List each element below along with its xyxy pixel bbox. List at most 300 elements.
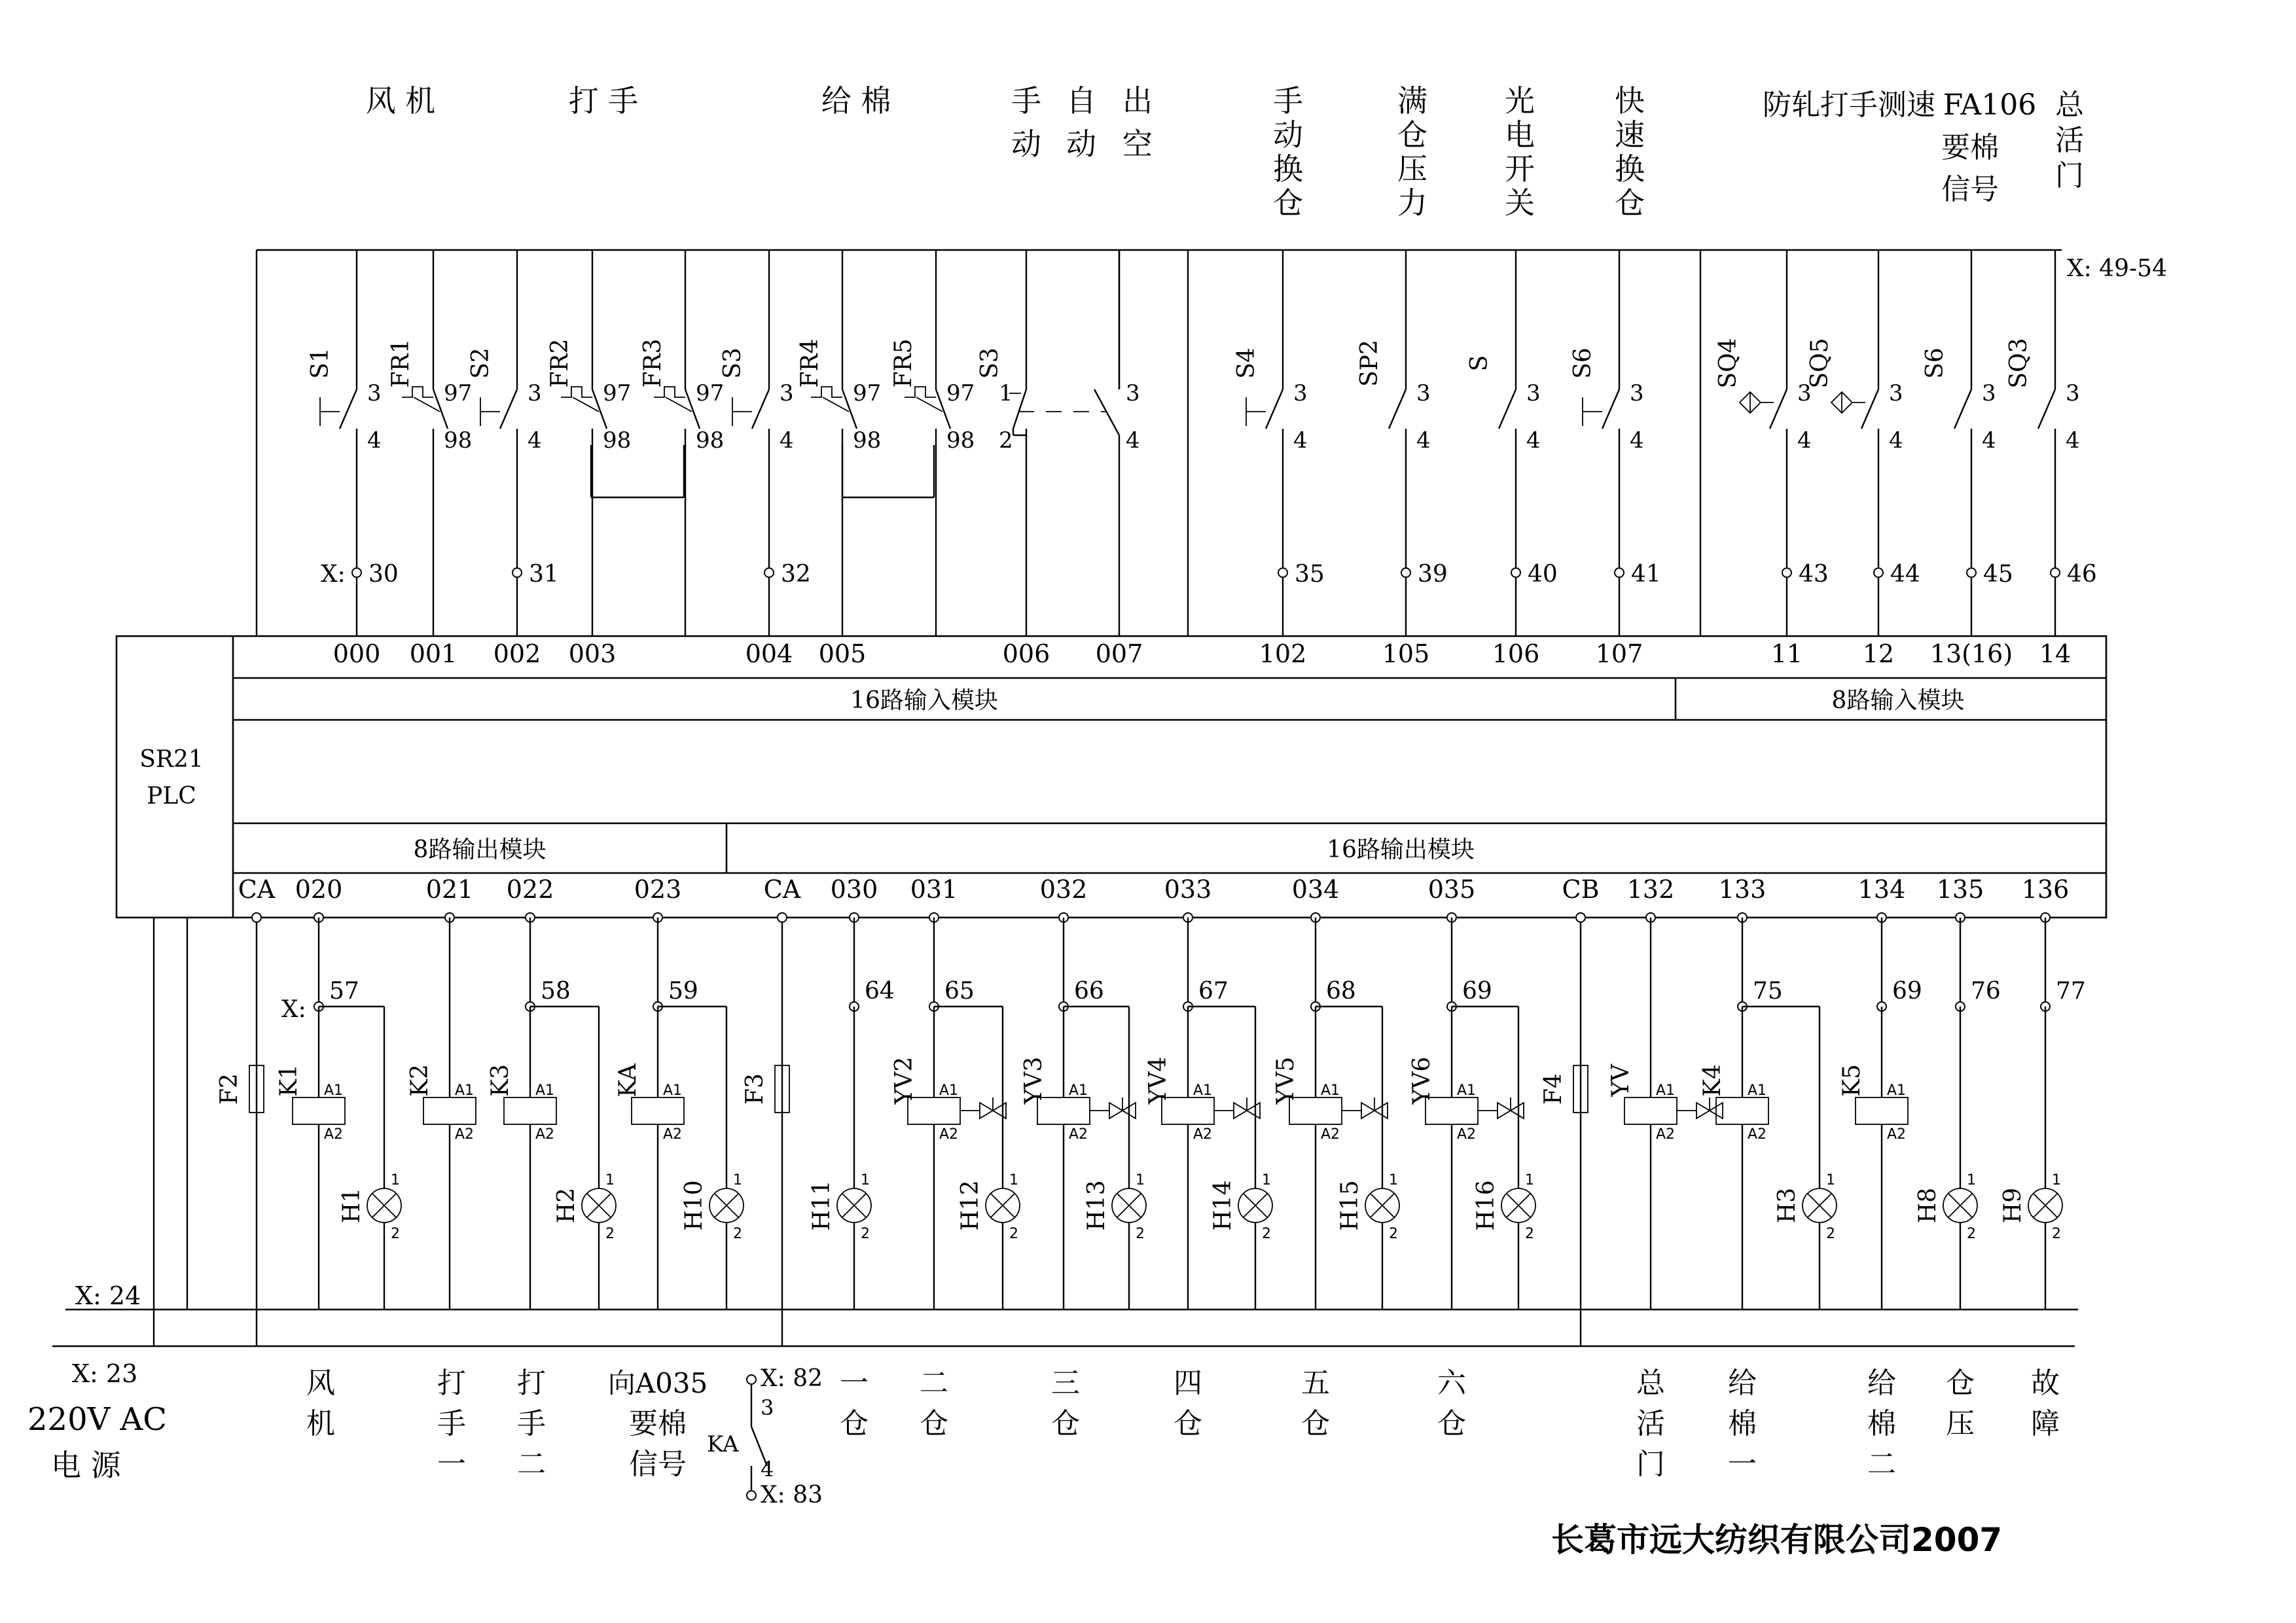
x-terminal	[2051, 568, 2060, 577]
pin-label: 3	[1797, 380, 1812, 406]
device-name: S6	[1922, 348, 1948, 379]
top-heading: 开	[1505, 151, 1535, 187]
pin-label: 3	[1416, 380, 1431, 406]
wire	[573, 397, 599, 412]
input-circuits	[307, 250, 2097, 668]
bus-wiring	[52, 250, 2078, 1346]
coil-pin: A2	[1069, 1126, 1088, 1143]
terminal-number: 46	[2067, 561, 2097, 588]
valve-symbol	[1696, 1097, 1723, 1118]
wire	[1094, 389, 1119, 435]
terminal-number: 77	[2056, 978, 2086, 1005]
top-heading: 防轧打手测速	[1763, 88, 1935, 122]
device-name: SQ4	[1715, 338, 1742, 389]
top-heading: 关	[1505, 185, 1535, 221]
terminal-number: 39	[1418, 561, 1448, 588]
bottom-label: 棉	[1867, 1407, 1896, 1440]
x-terminal	[1278, 568, 1287, 577]
output-address: 136	[2021, 875, 2070, 904]
input-sq4	[1715, 250, 1829, 668]
pin-label: 4	[780, 427, 794, 454]
coil-pin: A1	[1887, 1082, 1907, 1099]
output-k4	[1699, 918, 1837, 1310]
pin-label: 3	[2066, 380, 2080, 406]
pin-label: 4	[1797, 427, 1812, 454]
top-heading: 出	[1122, 83, 1153, 118]
pin-label: 98	[603, 427, 632, 454]
lamp-name: H9	[2000, 1187, 2026, 1224]
lamp-name: H11	[808, 1180, 835, 1231]
coil-pin: A2	[1457, 1126, 1477, 1143]
proximity-sensor-symbol	[1831, 392, 1865, 413]
pin-label: 4	[1889, 427, 1903, 454]
output-terminal	[778, 913, 787, 922]
wire	[340, 389, 357, 429]
bottom-label: 一	[437, 1448, 466, 1481]
output-h8	[1914, 918, 2001, 1310]
input-fr2	[547, 250, 631, 668]
relay-coil	[504, 1097, 556, 1124]
coil-name: YV4	[1145, 1056, 1172, 1105]
terminal-number: 30	[368, 561, 399, 588]
ka-top-terminal: X: 82	[761, 1365, 823, 1392]
relay-coil	[632, 1097, 684, 1124]
coil-pin: A1	[663, 1082, 683, 1099]
pin-label: 3	[1630, 380, 1644, 406]
bottom-label: 一	[840, 1366, 869, 1400]
output-address: 020	[295, 875, 343, 904]
relay-coil	[1716, 1097, 1768, 1124]
device-name: FR5	[890, 338, 917, 388]
output-address: 030	[830, 875, 878, 904]
lamp-pin: 2	[1389, 1226, 1398, 1242]
output-address: 032	[1039, 875, 1088, 904]
top-heading: 自	[1066, 83, 1096, 118]
input-s6	[1570, 250, 1661, 668]
coil-name: YV	[1607, 1064, 1634, 1097]
lamp-pin: 1	[1136, 1172, 1145, 1188]
top-heading: 要棉	[1941, 131, 1999, 164]
bottom-label: 一	[1728, 1448, 1757, 1481]
terminal-number: 68	[1326, 978, 1356, 1005]
top-heading: 风 机	[365, 83, 436, 118]
coil-pin: A2	[1887, 1126, 1907, 1143]
coil-pin: A2	[939, 1126, 959, 1143]
output-address: 021	[425, 875, 474, 904]
top-heading: 总	[2055, 88, 2084, 122]
top-headings	[366, 83, 2167, 282]
terminal-number: 44	[1890, 561, 1920, 588]
top-heading: 动	[1273, 117, 1303, 152]
coil-name: YV2	[891, 1056, 918, 1105]
output-address: 022	[506, 875, 554, 904]
wire	[1499, 389, 1516, 429]
lamp-name: H1	[338, 1187, 365, 1224]
lamp-pin: 2	[733, 1226, 742, 1242]
input-s6	[1922, 250, 2013, 668]
ka-device-name: KA	[707, 1431, 739, 1457]
x-prefix: X:	[281, 996, 306, 1023]
output-address: 135	[1936, 875, 1984, 904]
bottom-label: 仓	[1437, 1407, 1466, 1440]
input-fr3	[639, 250, 724, 636]
pin-label: 4	[528, 427, 542, 454]
bottom-label: 手	[517, 1407, 546, 1440]
coil-name: K5	[1839, 1064, 1865, 1097]
bottom-label: 四	[1174, 1366, 1202, 1400]
fuse-name: F3	[742, 1073, 768, 1105]
coil-name: YV3	[1020, 1056, 1047, 1105]
device-name: S2	[467, 348, 494, 379]
pin-label: 3	[1293, 380, 1308, 406]
pin-label: 4	[1416, 427, 1431, 454]
x-terminal	[1401, 568, 1410, 577]
output-address: 035	[1427, 875, 1476, 904]
top-heading: 打 手	[568, 83, 639, 118]
top-heading: 仓	[1273, 185, 1303, 221]
bottom-label: 信号	[629, 1448, 687, 1481]
pin-label: 1	[999, 380, 1013, 406]
proximity-sensor-symbol	[1740, 392, 1774, 413]
coil-pin: A1	[1193, 1082, 1213, 1099]
coil-pin: A2	[1656, 1126, 1676, 1143]
solenoid-coil	[1624, 1097, 1677, 1124]
lamp-pin: 1	[733, 1172, 742, 1188]
bottom-label: 障	[2031, 1407, 2060, 1440]
device-name: SQ5	[1806, 338, 1833, 389]
valve-symbol	[1361, 1097, 1388, 1118]
device-name: S3	[977, 348, 1003, 379]
top-heading: 满	[1397, 83, 1427, 118]
output-address: 023	[634, 875, 682, 904]
plc-label-line2: PLC	[147, 783, 196, 810]
top-heading: 电	[1505, 117, 1535, 152]
lamp-pin: 1	[1967, 1172, 1976, 1188]
coil-pin: A1	[1321, 1082, 1340, 1099]
x24-label: X: 24	[75, 1281, 141, 1310]
x-prefix: X:	[321, 561, 346, 588]
top-heading: 压	[1397, 151, 1427, 187]
terminal-block-label: X: 49-54	[2067, 255, 2167, 282]
device-name: S6	[1570, 348, 1596, 379]
pin-label: 2	[999, 427, 1013, 454]
input-address: 12	[1862, 639, 1895, 668]
coil-name: K2	[406, 1064, 433, 1097]
coil-pin: A1	[939, 1082, 959, 1099]
wire	[916, 397, 942, 412]
valve-symbol	[1109, 1097, 1136, 1118]
coil-name: K4	[1699, 1064, 1726, 1097]
pin-label: 3	[761, 1395, 774, 1420]
terminal-number: 32	[781, 561, 811, 588]
lamp-pin: 2	[1525, 1226, 1534, 1242]
input-module-8-label: 8路输入模块	[1831, 687, 1965, 714]
bottom-label: 打	[517, 1366, 546, 1400]
device-name: FR3	[639, 338, 666, 388]
lamp-name: H12	[957, 1180, 984, 1231]
coil-pin: A1	[535, 1082, 555, 1099]
bottom-label: 手	[437, 1407, 466, 1440]
coil-pin: A2	[1193, 1126, 1213, 1143]
device-name: FR2	[547, 338, 573, 388]
coil-pin: A2	[1748, 1126, 1767, 1143]
lamp-pin: 2	[391, 1226, 400, 1242]
terminal-number: 65	[944, 978, 975, 1005]
input-sq5	[1806, 250, 1920, 668]
valve-symbol	[1498, 1097, 1524, 1118]
source-label: 电 源	[51, 1448, 121, 1483]
lamp-pin: 2	[2052, 1226, 2061, 1242]
input-address: 13(16)	[1929, 639, 2013, 668]
input-address: 006	[1002, 639, 1050, 668]
output-yv5	[1272, 918, 1399, 1310]
bottom-label: 打	[437, 1366, 466, 1400]
lamp-pin: 1	[1009, 1172, 1018, 1188]
top-heading: 信号	[1941, 173, 1999, 206]
input-address: 005	[818, 639, 867, 668]
lamp-pin: 2	[1136, 1226, 1145, 1242]
pushbutton-symbol	[1246, 397, 1266, 426]
input-sp2	[1356, 250, 1448, 668]
pin-label: 4	[1126, 427, 1140, 454]
lamp-pin: 1	[1826, 1172, 1835, 1188]
terminal-number: 76	[1971, 978, 2001, 1005]
wire	[1770, 389, 1787, 429]
lamp-name: H2	[553, 1187, 580, 1224]
terminal-number: 41	[1631, 561, 1661, 588]
input-address: 107	[1595, 639, 1643, 668]
bottom-label: 仓	[840, 1407, 869, 1440]
input-address: 102	[1259, 639, 1307, 668]
wire	[1013, 389, 1026, 429]
top-heading: FA106	[1943, 88, 2037, 122]
output-h11	[808, 918, 895, 1310]
output-address: 031	[910, 875, 958, 904]
bottom-label: 门	[1636, 1448, 1665, 1481]
bottom-label: 棉	[1728, 1407, 1757, 1440]
bottom-label: 向A035	[607, 1367, 708, 1399]
bottom-label: 仓	[1946, 1366, 1975, 1400]
top-heading: 给 棉	[821, 83, 891, 118]
input-address: 002	[493, 639, 541, 668]
device-name: SP2	[1356, 340, 1383, 387]
top-heading: 仓	[1397, 117, 1427, 152]
output-address: 134	[1857, 875, 1906, 904]
terminal-number: 69	[1462, 978, 1492, 1005]
company-label: 长葛市远大纺织有限公司2007	[1551, 1521, 2003, 1559]
x-terminal	[1782, 568, 1791, 577]
output-k1	[276, 918, 401, 1310]
input-fr4	[797, 250, 881, 668]
device-name: SQ3	[2005, 338, 2032, 389]
pin-label: 97	[603, 380, 632, 406]
bottom-label: 给	[1867, 1366, 1896, 1400]
top-heading: 力	[1397, 185, 1427, 221]
top-heading: 仓	[1615, 185, 1645, 221]
lamp-pin: 1	[605, 1172, 615, 1188]
pin-label: 3	[1126, 380, 1140, 406]
input-fr1	[387, 250, 472, 668]
output-h9	[2000, 918, 2086, 1310]
pin-label: 98	[444, 427, 473, 454]
coil-pin: A2	[663, 1126, 683, 1143]
ka-auxiliary-contact	[707, 1365, 823, 1508]
lamp-pin: 2	[605, 1226, 615, 1242]
input-sq3	[2005, 250, 2097, 668]
coil-name: YV5	[1272, 1056, 1299, 1105]
wire	[1602, 389, 1619, 429]
input-fr5	[890, 250, 975, 636]
bottom-label: 二	[1867, 1448, 1896, 1481]
wire	[666, 397, 692, 412]
pin-label: 3	[1982, 380, 1996, 406]
output-circuits	[216, 875, 2086, 1508]
input-address: 001	[409, 639, 457, 668]
lamp-pin: 2	[1009, 1226, 1018, 1242]
input-address: 106	[1492, 639, 1540, 668]
input-address: 000	[332, 639, 381, 668]
fuse-name: F4	[1540, 1073, 1567, 1105]
lamp-pin: 1	[861, 1172, 870, 1188]
terminal-number: 75	[1753, 978, 1783, 1005]
lamp-pin: 1	[1262, 1172, 1271, 1188]
bottom-label: 要棉	[629, 1407, 687, 1440]
output-yv2	[891, 918, 1020, 1310]
lamp-name: H16	[1473, 1180, 1499, 1231]
wire	[1861, 389, 1878, 429]
pin-label: 4	[367, 427, 382, 454]
input-s1	[307, 250, 399, 668]
top-heading: 速	[1615, 117, 1645, 152]
input-address: 11	[1770, 639, 1803, 668]
output-address: CA	[763, 875, 801, 904]
output-yv4	[1145, 918, 1272, 1310]
coil-pin: A2	[324, 1126, 344, 1143]
bottom-labels	[306, 1366, 2060, 1481]
coil-pin: A1	[1069, 1082, 1088, 1099]
terminal-number: 58	[541, 978, 571, 1005]
output-k5	[1839, 918, 1922, 1310]
wire	[414, 397, 440, 412]
bottom-label: 活	[1636, 1407, 1665, 1440]
lamp-name: H14	[1210, 1180, 1236, 1231]
wire	[1389, 389, 1406, 429]
input-s3	[719, 250, 811, 668]
relay-coil	[293, 1097, 345, 1124]
x-terminal	[352, 568, 361, 577]
device-name: FR1	[387, 338, 414, 388]
coil-name: YV6	[1408, 1056, 1435, 1105]
bottom-label: 五	[1301, 1366, 1330, 1400]
bottom-label: 故	[2031, 1366, 2060, 1400]
device-name: S	[1466, 355, 1493, 372]
output-ka	[615, 918, 744, 1310]
coil-pin: A1	[1656, 1082, 1676, 1099]
terminal-number: 35	[1295, 561, 1325, 588]
x23-label: X: 23	[72, 1359, 138, 1388]
terminal-number: 45	[1983, 561, 2013, 588]
bottom-label: 二	[517, 1448, 546, 1481]
lamp-name: H15	[1336, 1180, 1363, 1231]
coil-name: K3	[487, 1064, 514, 1097]
lamp-pin: 1	[1389, 1172, 1398, 1188]
input-address: 007	[1095, 639, 1143, 668]
pin-label: 97	[853, 380, 882, 406]
x-terminal	[1615, 568, 1624, 577]
output-module-16-label: 16路输出模块	[1327, 836, 1475, 863]
pin-label: 98	[853, 427, 882, 454]
bottom-label: 机	[306, 1407, 335, 1440]
terminal-number: 40	[1528, 561, 1558, 588]
top-heading: 空	[1122, 126, 1153, 162]
lamp-pin: 1	[1525, 1172, 1534, 1188]
bottom-label: 六	[1437, 1366, 1466, 1400]
top-heading: 手	[1273, 83, 1303, 118]
input-address: 004	[745, 639, 793, 668]
x-terminal	[747, 1375, 756, 1384]
coil-pin: A1	[1457, 1082, 1477, 1099]
device-name: S1	[307, 348, 334, 379]
pin-label: 4	[2066, 427, 2080, 454]
output-k3	[487, 918, 616, 1310]
lamp-pin: 2	[861, 1226, 870, 1242]
coil-pin: A2	[535, 1126, 555, 1143]
output-address: 133	[1718, 875, 1767, 904]
pin-label: 3	[367, 380, 382, 406]
x-terminal	[512, 568, 522, 577]
lamp-name: H8	[1914, 1187, 1941, 1224]
input-address: 14	[2039, 639, 2072, 668]
top-heading: 换	[1273, 151, 1303, 187]
input-s2	[467, 250, 559, 668]
bottom-label: 仓	[1301, 1407, 1330, 1440]
pin-label: 97	[696, 380, 725, 406]
x-terminal	[1511, 568, 1520, 577]
wire	[823, 397, 849, 412]
terminal-number: 66	[1074, 978, 1104, 1005]
output-address: CB	[1562, 875, 1600, 904]
top-heading: 光	[1505, 83, 1535, 118]
bottom-label: 压	[1946, 1407, 1975, 1440]
input-module-16-label: 16路输入模块	[850, 687, 998, 714]
plc-module	[117, 636, 2106, 918]
pin-label: 4	[1982, 427, 1996, 454]
lamp-pin: 1	[2052, 1172, 2061, 1188]
x-terminal	[1874, 568, 1883, 577]
lamp-name: H3	[1774, 1187, 1801, 1224]
lamp-pin: 1	[391, 1172, 400, 1188]
output-module-8-label: 8路输出模块	[413, 836, 547, 863]
bottom-label: 仓	[1051, 1407, 1080, 1440]
bottom-label: 总	[1636, 1366, 1665, 1400]
bottom-label: 风	[306, 1366, 335, 1400]
output-k2	[406, 918, 476, 1310]
input-s3	[977, 250, 1140, 668]
terminal-number: 64	[865, 978, 895, 1005]
bottom-label: 仓	[1174, 1407, 1202, 1440]
voltage-label: 220V AC	[27, 1401, 167, 1438]
pushbutton-symbol	[480, 397, 500, 426]
output-yv6	[1408, 918, 1535, 1310]
relay-coil	[1856, 1097, 1908, 1124]
top-heading: 换	[1615, 151, 1645, 187]
terminal-number: 43	[1799, 561, 1829, 588]
lamp-name: H13	[1083, 1180, 1110, 1231]
bottom-label: 二	[920, 1366, 948, 1400]
input-address: 105	[1382, 639, 1430, 668]
output-terminal	[1576, 913, 1585, 922]
terminal-number: 31	[529, 561, 559, 588]
